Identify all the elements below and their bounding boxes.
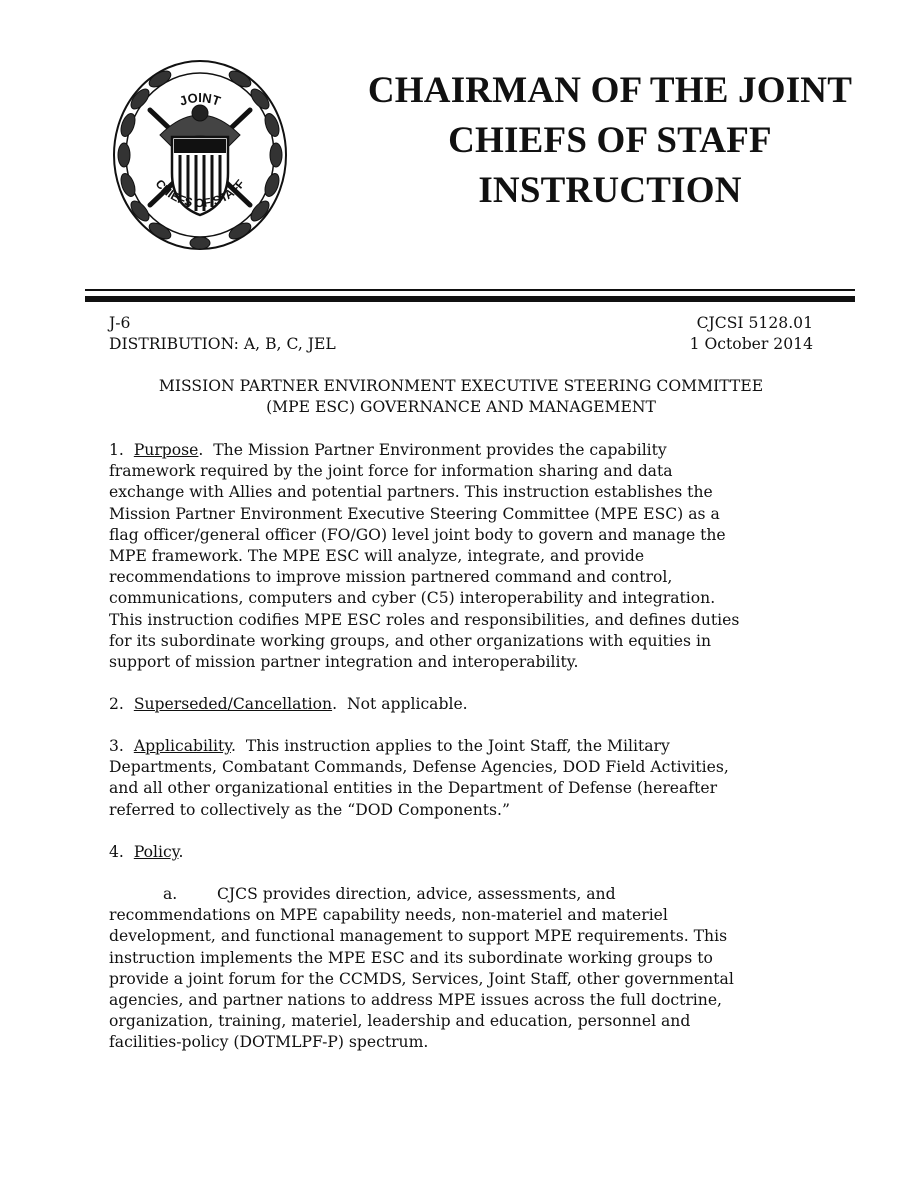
- section-number: 2.: [109, 695, 124, 713]
- section-number: 3.: [109, 737, 124, 755]
- subject-line: MISSION PARTNER ENVIRONMENT EXECUTIVE STEERING COMMITTEE: [158, 377, 764, 395]
- paragraph-line: recommendations to improve mission partnered command and control,: [109, 568, 673, 587]
- paragraph-line: flag officer/general officer (FO/GO) level joint body to govern and manage the: [109, 525, 726, 544]
- paragraph-line: communications, computers and cyber (C5) interoperability and integration.: [109, 589, 716, 608]
- paragraph-line: for its subordinate working groups, and other organizations with equities in: [109, 631, 712, 650]
- section-applicability: 3. Applicability. This instruction applies to the Joint Staff, the Military Departments, Combatant Commands, Defense Agencies, DOD Field Activities, and all other organizational entities in the Department of Defense (hereafter referred to collectively as the “DOD Components.”: [109, 736, 814, 821]
- document-title: [340, 66, 880, 216]
- paragraph-line: support of mission partner integration and interoperability.: [109, 653, 579, 672]
- document-date: 1 October 2014: [689, 335, 813, 353]
- distribution: DISTRIBUTION: A, B, C, JEL: [109, 335, 336, 353]
- section-number: 1.: [109, 441, 124, 459]
- paragraph-line: This instruction applies to the Joint Staff, the Military: [245, 737, 670, 755]
- paragraph-line: The Mission Partner Environment provides the capability: [213, 441, 667, 459]
- header-rule-thick: [85, 296, 855, 302]
- title-line: INSTRUCTION: [478, 170, 742, 211]
- paragraph-line: agencies, and partner nations to address MPE issues across the full doctrine,: [109, 991, 723, 1010]
- joint-chiefs-seal: [110, 55, 290, 255]
- paragraph-line: and all other organizational entities in the Department of Defense (hereafter: [109, 779, 718, 798]
- subparagraph-label: a.: [163, 885, 178, 903]
- section-number: 4.: [109, 843, 124, 861]
- section-heading: Purpose: [133, 441, 199, 459]
- paragraph-line: development, and functional management to support MPE requirements. This: [109, 927, 728, 946]
- section-heading: Superseded/Cancellation: [133, 695, 333, 713]
- paragraph-line: provide a joint forum for the CCMDS, Services, Joint Staff, other governmental: [109, 969, 734, 988]
- paragraph-line: MPE framework. The MPE ESC will analyze, integrate, and provide: [109, 547, 645, 566]
- paragraph-line: Departments, Combatant Commands, Defense Agencies, DOD Field Activities,: [109, 758, 729, 777]
- paragraph-text: Not applicable.: [346, 695, 468, 713]
- seal-top-text: JOINT: [177, 90, 223, 109]
- title-line: CHAIRMAN OF THE JOINT: [367, 70, 853, 111]
- title-line: CHIEFS OF STAFF: [448, 120, 772, 161]
- section-policy-a: [109, 884, 814, 1054]
- office-code: J-6: [109, 314, 131, 332]
- subject-heading: [109, 376, 813, 418]
- document-number: CJCSI 5128.01: [696, 314, 813, 332]
- section-superseded: 2. Superseded/Cancellation. Not applicable.: [109, 695, 468, 713]
- paragraph-line: facilities-policy (DOTMLPF-P) spectrum.: [109, 1033, 429, 1052]
- section-heading: Policy: [133, 843, 179, 861]
- paragraph-line: instruction implements the MPE ESC and its subordinate working groups to: [109, 948, 713, 967]
- paragraph-line: referred to collectively as the “DOD Components.”: [109, 800, 510, 819]
- paragraph-line: This instruction codifies MPE ESC roles and responsibilities, and defines duties: [109, 610, 740, 629]
- paragraph-line: Mission Partner Environment Executive Steering Committee (MPE ESC) as a: [109, 504, 720, 523]
- paragraph-line: recommendations on MPE capability needs, non-materiel and materiel: [109, 906, 668, 925]
- paragraph-line: exchange with Allies and potential partners. This instruction establishes the: [109, 483, 713, 502]
- seal-bottom-text: CHIEFS OF STAFF: [152, 176, 248, 211]
- section-purpose: 1. Purpose. The Mission Partner Environment provides the capability framework required by the joint force for information sharing and data exchange with Allies and potential partners. This instruction establishes the Mission Partner Environment Executive Steering Committee (MPE ESC) as a flag officer/general officer (FO/GO) level joint body to govern and manage the MPE framework. The MPE ESC will analyze, integrate, and provide recommendations to improve mission partnered command and control, communications, computers and cyber (C5) interoperability and integration. This instruction codifies MPE ESC roles and responsibilities, and defines duties for its subordinate working groups, and other organizations with equities in support of mission partner integration and interoperability.: [109, 440, 814, 673]
- paragraph-line: organization, training, materiel, leadership and education, personnel and: [109, 1012, 691, 1031]
- paragraph-line: framework required by the joint force for information sharing and data: [109, 462, 673, 481]
- section-heading: Applicability: [133, 737, 231, 755]
- subject-line: (MPE ESC) GOVERNANCE AND MANAGEMENT: [266, 398, 656, 417]
- paragraph-line: CJCS provides direction, advice, assessments, and: [217, 885, 616, 903]
- header-rule-thin: [85, 289, 855, 291]
- section-policy: 4. Policy.: [109, 843, 184, 861]
